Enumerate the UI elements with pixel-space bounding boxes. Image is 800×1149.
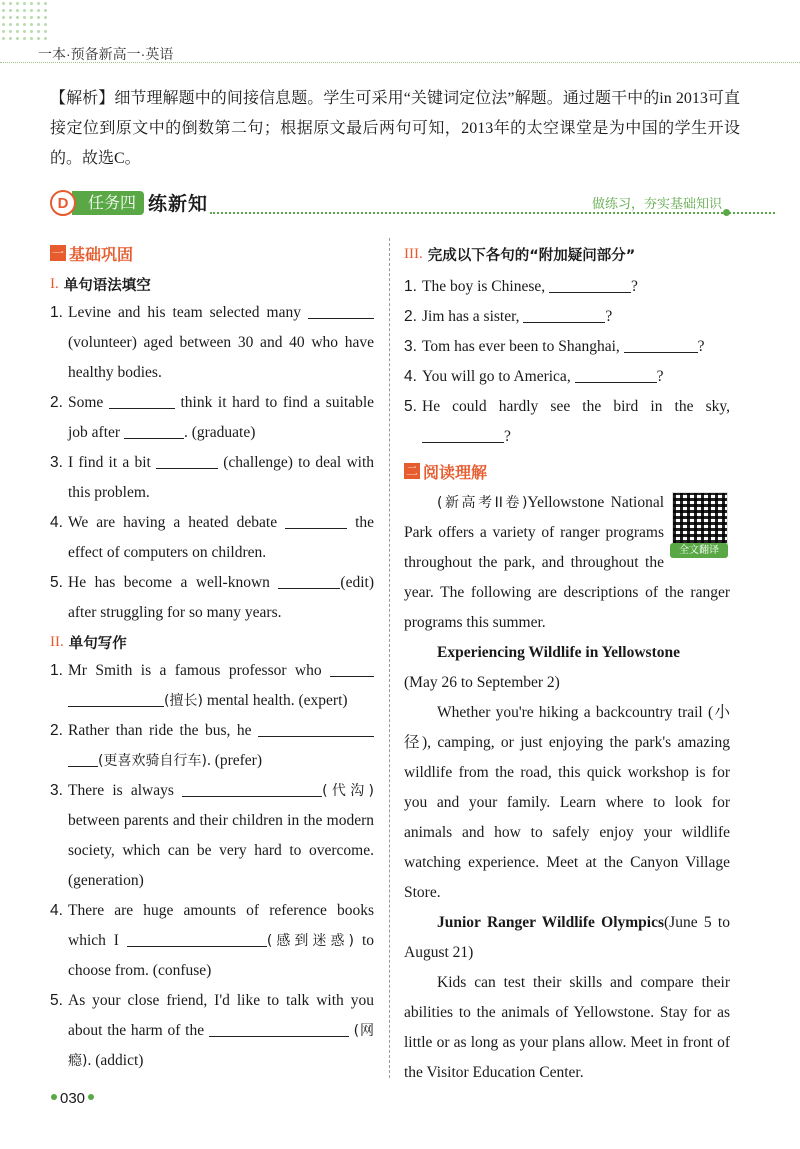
exercise-item: 2. Jim has a sister, ? xyxy=(404,302,730,332)
answer-blank[interactable] xyxy=(68,746,98,767)
answer-blank[interactable] xyxy=(285,508,347,529)
exercise-item: 1. The boy is Chinese, ? xyxy=(404,272,730,302)
exercise-item: 2. Rather than ride the bus, he (更喜欢骑自行车). (prefer) xyxy=(50,716,374,776)
page-number: 030 xyxy=(48,1090,97,1107)
exercise-item: 4. We are having a heated debate the effect of computers on children. xyxy=(50,508,374,568)
exercise-item: 4. You will go to America, ? xyxy=(404,362,730,392)
task-banner xyxy=(50,188,730,216)
exercise-item: 5. He could hardly see the bird in the sky, ? xyxy=(404,398,730,445)
program-heading: Junior Ranger Wildlife Olympics(June 5 to August 21) xyxy=(404,914,730,961)
section-reading-header xyxy=(404,458,730,484)
qr-label: 全文翻译 xyxy=(670,543,728,558)
answer-blank[interactable] xyxy=(182,776,322,797)
qr-code[interactable] xyxy=(672,492,730,558)
answer-blank[interactable] xyxy=(258,716,374,737)
exercise-item: 3. There is always (代沟) between parents and their children in the modern society, which can be very hard to overcome. (generation) xyxy=(50,776,374,896)
part3-header: III. 完成以下各句的“附加疑问部分” xyxy=(404,245,636,264)
header-divider xyxy=(0,62,800,63)
exercise-item: 1. Mr Smith is a famous professor who (擅长) mental health. (expert) xyxy=(50,656,374,716)
exercise-item: 2. Some think it hard to find a suitable job after . (graduate) xyxy=(50,388,374,448)
exercise-item: 5. He has become a well-known (edit) after struggling for so many years. xyxy=(50,568,374,628)
book-header: 一本·预备新高一·英语 xyxy=(38,46,174,62)
section-title: 阅读理解 xyxy=(423,462,488,482)
task-title: 练新知 xyxy=(148,193,209,215)
part2-header: II. 单句写作 xyxy=(50,633,127,652)
answer-blank[interactable] xyxy=(422,422,504,443)
reading-passage xyxy=(404,488,730,1088)
exercise-item: 3. I find it a bit (challenge) to deal with this problem. xyxy=(50,448,374,508)
answer-blank[interactable] xyxy=(330,656,374,677)
corner-dot-pattern xyxy=(0,0,48,40)
qr-code-icon xyxy=(672,492,728,544)
task-dot xyxy=(723,209,730,216)
program-dates: (May 26 to September 2) xyxy=(404,674,560,691)
answer-blank[interactable] xyxy=(156,448,218,469)
program-heading: Experiencing Wildlife in Yellowstone xyxy=(437,644,680,661)
section-basics-header xyxy=(50,240,374,266)
right-column xyxy=(404,240,730,1088)
section-mark: 一 xyxy=(51,246,64,260)
answer-blank[interactable] xyxy=(127,926,267,947)
answer-blank[interactable] xyxy=(549,272,631,293)
answer-blank[interactable] xyxy=(209,1016,349,1037)
program-body: Kids can test their skills and compare their abilities to the animals of Yellowstone. Stay for as little or as long as your plans allow. Meet in front of the Visitor Education Center. xyxy=(404,974,730,1081)
answer-blank[interactable] xyxy=(523,302,605,323)
answer-blank[interactable] xyxy=(624,332,698,353)
task-rule xyxy=(210,212,775,214)
answer-blank[interactable] xyxy=(68,686,164,707)
section-mark: 二 xyxy=(405,464,418,478)
answer-blank[interactable] xyxy=(278,568,340,589)
section-title: 基础巩固 xyxy=(69,244,134,264)
task-label: 任务四 xyxy=(72,191,144,215)
program-body: Whether you're hiking a backcountry trail (小径), camping, or just enjoying the park's amazing wildlife from the road, this quick workshop is for you and your family. Learn where to look for animals and how to safely enjoy your wildlife watching experience. Meet at the Canyon Village Store. xyxy=(404,704,730,901)
exercise-item: 1. Levine and his team selected many (volunteer) aged between 30 and 40 who have healthy bodies. xyxy=(50,298,374,388)
reading-intro: (新高考II卷)Yellowstone National Park offers a variety of ranger programs throughout the park, and throughout the year. The following are descriptions of the ranger programs this summer. xyxy=(404,494,730,631)
answer-blank[interactable] xyxy=(308,298,374,319)
part1-header: I. 单句语法填空 xyxy=(50,275,151,294)
column-divider xyxy=(389,238,390,1078)
exercise-item: 4. There are huge amounts of reference books which I (感到迷惑) to choose from. (confuse) xyxy=(50,902,375,979)
analysis-paragraph: 【解析】细节理解题中的间接信息题。学生可采用“关键词定位法”解题。通过题干中的in 2013可直接定位到原文中的倒数第二句；根据原文最后两句可知，2013年的太空课堂是为中国的学生开设的。故选C。 xyxy=(50,90,740,167)
answer-blank[interactable] xyxy=(575,362,657,383)
left-column xyxy=(50,240,374,1076)
exercise-item: 5. As your close friend, I'd like to talk with you about the harm of the (网瘾). (addict) xyxy=(50,992,375,1069)
answer-blank[interactable] xyxy=(109,388,175,409)
exercise-item: 3. Tom has ever been to Shanghai, ? xyxy=(404,332,730,362)
answer-blank[interactable] xyxy=(124,418,184,439)
task-badge: D xyxy=(50,190,76,216)
task-note: 做练习，夯实基础知识 xyxy=(591,197,722,212)
